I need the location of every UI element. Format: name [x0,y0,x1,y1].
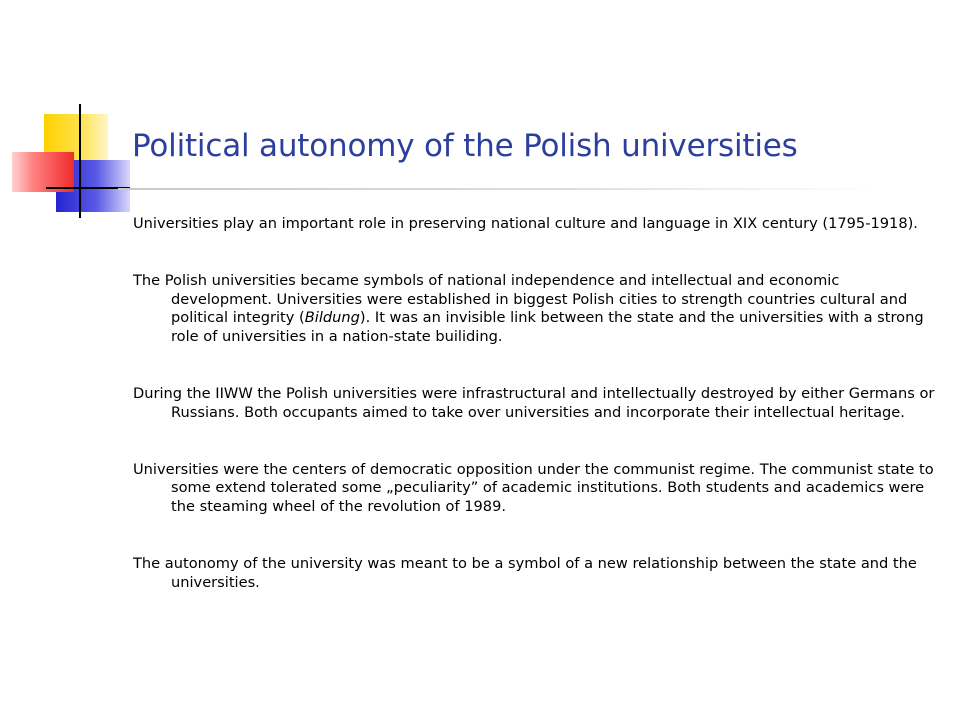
slide-body [133,215,938,593]
paragraph-2-text-a: The Polish universities became symbols of national independence and intellectual and economic development. Universities were established in biggest Polish cities to strength countries cultural and political integrity ( [133,271,908,327]
paragraph-4: Universities were the centers of democratic opposition under the communist regime. The communist state to some extend tolerated some „peculiarity” of academic institutions. Both students and academics were the steaming wheel of the revolution of 1989. [133,460,934,516]
paragraph-2-text-b: ). It was an invisible link between the state and the universities with a strong role of universities in a nation-state builiding. [171,309,924,346]
slide-title: Political autonomy of the Polish universities [132,128,798,164]
red-square [12,152,74,192]
paragraph-3: During the IIWW the Polish universities were infrastructural and intellectually destroyed by either Germans or Russians. Both occupants aimed to take over universities and incorporate their intellectual heritage. [133,384,935,421]
paragraph-5: The autonomy of the university was meant to be a symbol of a new relationship between the state and the universities. [133,554,917,591]
title-underline [118,188,878,190]
paragraph-1: Universities play an important role in preserving national culture and language in XIX century (1795-1918). [133,215,918,232]
bildung-emphasis: Bildung [304,309,360,327]
paragraph-2 [133,272,938,347]
decorative-squares-graphic [0,0,130,230]
